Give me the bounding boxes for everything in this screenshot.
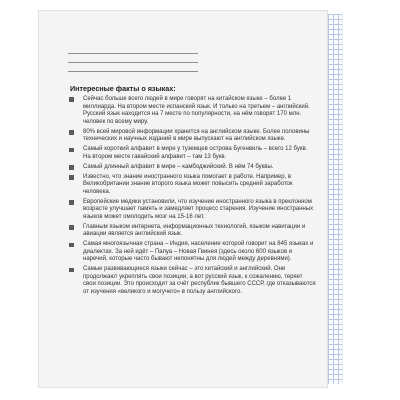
square-bullet-icon [69, 200, 74, 205]
facts-heading: Интересные факты о языках: [70, 84, 176, 93]
fact-item [66, 129, 316, 144]
square-bullet-icon [69, 268, 74, 273]
fact-item [66, 174, 316, 197]
square-bullet-icon [69, 97, 74, 102]
fact-item [66, 241, 316, 264]
fact-item [66, 96, 316, 126]
square-bullet-icon [69, 165, 74, 170]
fact-text: Самый короткий алфавит в мире у туземцев острова Бугенвиль – всего 12 букв. На втором месте гавайский алфавит – там 13 букв. [83, 146, 308, 160]
writing-line-3 [68, 71, 198, 72]
square-bullet-icon [69, 148, 74, 153]
fact-text: 80% всей мировой информации хранится на английском языке. Более половины технических и научных изданий в мире выпускают на английском языке. [83, 128, 310, 143]
fact-text: Самая многоязычная страна – Индия, население которой говорит на 845 языках и диалектах. За ней идёт – Папуа – Новая Гвинея (здесь около 600 языков и наречий, которые часто бывают непонятны для людей между деревнями). [83, 241, 314, 263]
fact-item [66, 164, 316, 172]
fact-item [66, 199, 316, 222]
facts-list [66, 96, 316, 299]
grid-paper-edge [328, 14, 343, 384]
fact-item [66, 146, 316, 161]
square-bullet-icon [69, 130, 74, 135]
fact-text: Известно, что знание иностранного языка помогает в работе. Например, в Великобритании знание второго языка может повысить средний заработок человека. [83, 173, 293, 195]
writing-line-2 [68, 62, 198, 63]
fact-text: Европейские медики установили, что изучение иностранного языка в преклонном возрасте улучшает память и замедляет процесс старения. Изучение иностранных языков может омолодить мозг на 15-16 лет. [83, 198, 314, 220]
square-bullet-icon [69, 175, 74, 180]
square-bullet-icon [69, 225, 74, 230]
fact-text: Самый длинный алфавит в мире – камбоджийский. В нём 74 буквы. [83, 163, 274, 170]
square-bullet-icon [69, 243, 74, 248]
fact-item [66, 224, 316, 239]
fact-text: Сейчас больше всего людей в мире говорят на китайском языке – более 1 миллиарда. На втором месте испанский язык. И только на третьем – английский. Русский язык находится на 7 месте по популярности, на нём говорят 170 млн. человек по всему миру. [83, 96, 310, 125]
fact-item [66, 266, 316, 296]
writing-line-1 [68, 53, 198, 54]
fact-text: Главным языком интернета, информационных технологий, языком навигации и авиации является английский язык. [83, 223, 306, 238]
fact-text: Самые развивающиеся языки сейчас – это китайский и английский. Они продолжают укреплять свои позиции, а вот русский язык, к сожалению, теряет свои позиции. Это происходит за счёт республик бывшего СССР, где отказываются от изучения «великого и могучего» в пользу английского. [83, 266, 316, 296]
